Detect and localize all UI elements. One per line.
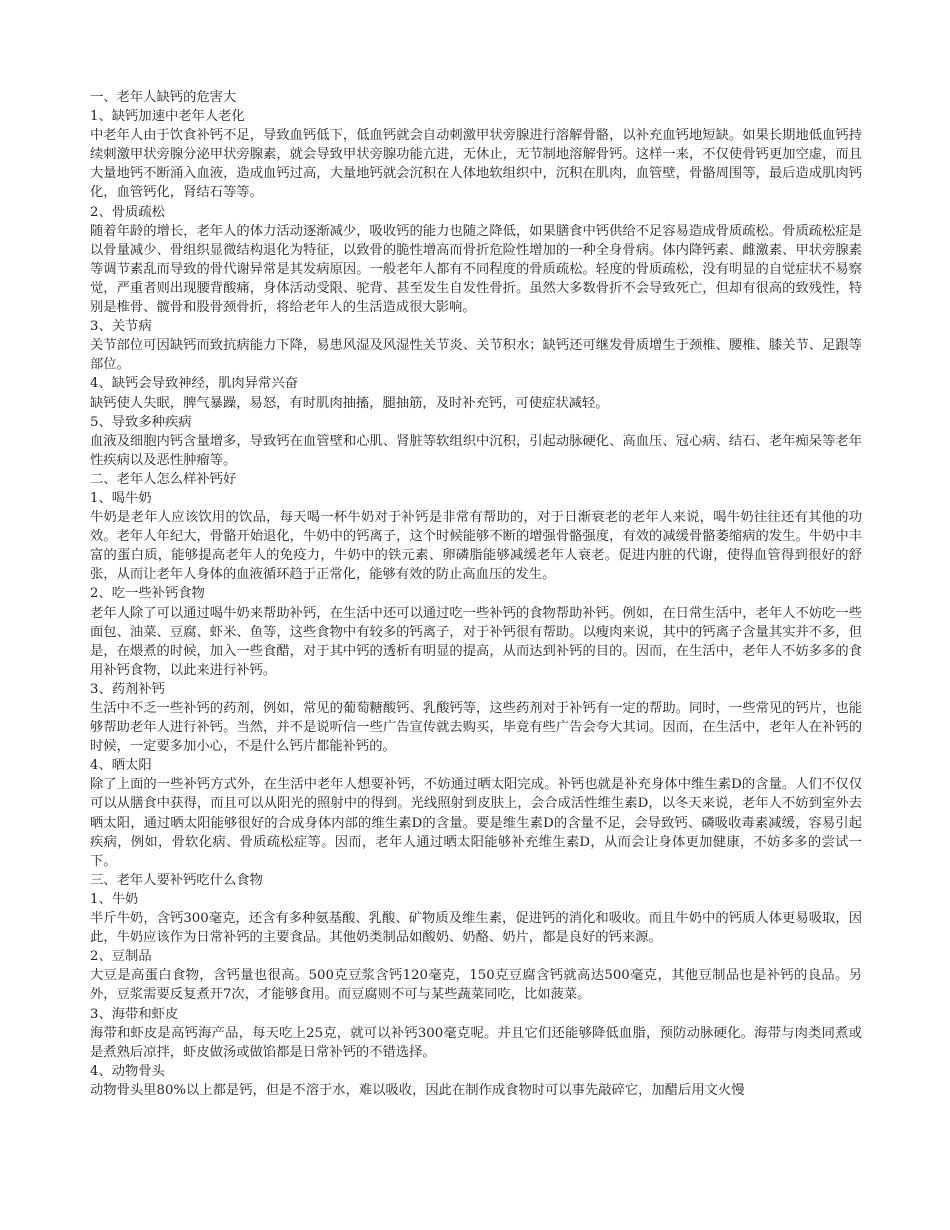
subsection-heading: 1、缺钙加速中老年人老化 (90, 109, 245, 125)
paragraph: 牛奶是老年人应该饮用的饮品，每天喝一杯牛奶对于补钙是非常有帮助的，对于日渐衰老的老年人来说，喝牛奶往往还有其他的功效。老年人年纪大，骨骼开始退化，牛奶中的钙离子，这个时候能够不断的增强骨骼强度，有效的减缓骨骼萎缩病的发生。牛奶中丰富的蛋白质，能够提高老年人的免疫力，牛奶中的铁元素、卵磷脂能够减缓老年人衰老。促进内脏的代谢，使得血管得到很好的舒张，从而让老年人身体的血液循环趋于正常化，能够有效的防止高血压的发生。 (90, 510, 862, 583)
paragraph: 除了上面的一些补钙方式外，在生活中老年人想要补钙，不妨通过晒太阳完成。补钙也就是补充身体中维生素D的含量。人们不仅仅可以从膳食中获得，而且可以从阳光的照射中的得到。光线照射到皮肤上，会合成活性维生素D，以冬天来说，老年人不妨到室外去晒太阳，通过晒太阳能够很好的合成身体内部的维生素D的含量。要是维生素D的含量不足，会导致钙、磷吸收毒素减缓，容易引起疾病，例如，骨软化病、骨质疏松症等。因而，老年人通过晒太阳能够补充维生素D，从而会让身体更加健康，不妨多多的尝试一下。 (90, 777, 862, 869)
subsection-heading: 2、吃一些补钙食物 (90, 586, 205, 602)
section-heading: 二、老年人怎么样补钙好 (90, 471, 237, 487)
paragraph: 动物骨头里80%以上都是钙，但是不溶于水，难以吸收，因此在制作成食物时可以事先敲碎它，加醋后用文火慢 (90, 1082, 745, 1098)
subsection-heading: 2、豆制品 (90, 949, 152, 965)
subsection-heading: 4、晒太阳 (90, 758, 152, 774)
document-body (90, 88, 862, 1100)
subsection-heading: 4、缺钙会导致神经，肌肉异常兴奋 (90, 376, 298, 392)
subsection-heading: 1、喝牛奶 (90, 490, 152, 506)
paragraph: 海带和虾皮是高钙海产品，每天吃上25克，就可以补钙300毫克呢。并且它们还能够降低血脂，预防动脉硬化。海带与肉类同煮或是煮熟后凉拌，虾皮做汤或做馅都是日常补钙的不错选择。 (90, 1025, 862, 1060)
section-heading: 三、老年人要补钙吃什么食物 (90, 872, 263, 888)
paragraph: 中老年人由于饮食补钙不足，导致血钙低下，低血钙就会自动刺激甲状旁腺进行溶解骨骼，以补充血钙地短缺。如果长期地低血钙持续刺激甲状旁腺分泌甲状旁腺素，就会导致甲状旁腺功能亢进，无休止，无节制地溶解骨钙。这样一来，不仅使骨钙更加空虚，而且大量地钙不断涌入血液，造成血钙过高，大量地钙就会沉积在人体地软组织中，沉积在肌肉，血管壁，骨骼周围等，最后造成肌肉钙化，血管钙化，肾结石等等。 (90, 128, 862, 201)
paragraph: 缺钙使人失眠，脾气暴躁，易怒，有时肌肉抽搐，腿抽筋，及时补充钙，可使症状减轻。 (90, 395, 609, 411)
subsection-heading: 3、海带和虾皮 (90, 1006, 179, 1022)
paragraph: 关节部位可因缺钙而致抗病能力下降，易患风湿及风湿性关节炎、关节积水；缺钙还可继发骨质增生于颈椎、腰椎、膝关节、足跟等部位。 (90, 338, 862, 373)
paragraph: 大豆是高蛋白食物，含钙量也很高。500克豆浆含钙120毫克，150克豆腐含钙就高达500毫克，其他豆制品也是补钙的良品。另外，豆浆需要反复煮开7次，才能够食用。而豆腐则不可与某些蔬菜同吃，比如菠菜。 (90, 968, 862, 1003)
subsection-heading: 4、动物骨头 (90, 1063, 165, 1079)
paragraph: 生活中不乏一些补钙的药剂，例如，常见的葡萄糖酸钙、乳酸钙等，这些药剂对于补钙有一定的帮助。同时，一些常见的钙片，也能够帮助老年人进行补钙。当然，并不是说听信一些广告宣传就去购买，毕竟有些广告会夸大其词。因而，在生活中，老年人在补钙的时候，一定要多加小心，不是什么钙片都能补钙的。 (90, 701, 862, 755)
subsection-heading: 3、药剂补钙 (90, 681, 165, 697)
subsection-heading: 1、牛奶 (90, 891, 139, 907)
paragraph: 血液及细胞内钙含量增多，导致钙在血管壁和心肌、肾脏等软组织中沉积，引起动脉硬化、高血压、冠心病、结石、老年痴呆等老年性疾病以及恶性肿瘤等。 (90, 433, 862, 468)
subsection-heading: 3、关节病 (90, 319, 152, 335)
section-heading: 一、老年人缺钙的危害大 (90, 90, 237, 105)
subsection-heading: 5、导致多种疾病 (90, 414, 192, 430)
paragraph: 半斤牛奶，含钙300毫克，还含有多种氨基酸、乳酸、矿物质及维生素，促进钙的消化和吸收。而且牛奶中的钙质人体更易吸取，因此，牛奶应该作为日常补钙的主要食品。其他奶类制品如酸奶、奶酪、奶片，都是良好的钙来源。 (90, 911, 862, 946)
paragraph: 老年人除了可以通过喝牛奶来帮助补钙，在生活中还可以通过吃一些补钙的食物帮助补钙。例如，在日常生活中，老年人不妨吃一些面包、油菜、豆腐、虾米、鱼等，这些食物中有较多的钙离子，对于补钙很有帮助。以瘦肉来说，其中的钙离子含量其实并不多，但是，在煨煮的时候，加入一些食醋，对于其中钙的透析有明显的提高，从而达到补钙的目的。因而，在生活中，老年人不妨多多的食用补钙食物，以此来进行补钙。 (90, 605, 862, 678)
paragraph: 随着年龄的增长，老年人的体力活动逐渐减少，吸收钙的能力也随之降低，如果膳食中钙供给不足容易造成骨质疏松。骨质疏松症是以骨量减少、骨组织显微结构退化为特征，以致骨的脆性增高而骨折危险性增加的一种全身骨病。体内降钙素、雌激素、甲状旁腺素等调节素乱而导致的骨代谢异常是其发病原因。一般老年人都有不同程度的骨质疏松。轻度的骨质疏松，没有明显的自觉症状不易察觉，严重者则出现腰背酸痛，身体活动受限、驼背、甚至发生自发性骨折。虽然大多数骨折不会导致死亡，但却有很高的致残性，特别是椎骨、髋骨和股骨颈骨折，将给老年人的生活造成很大影响。 (90, 223, 862, 316)
subsection-heading: 2、骨质疏松 (90, 204, 165, 220)
